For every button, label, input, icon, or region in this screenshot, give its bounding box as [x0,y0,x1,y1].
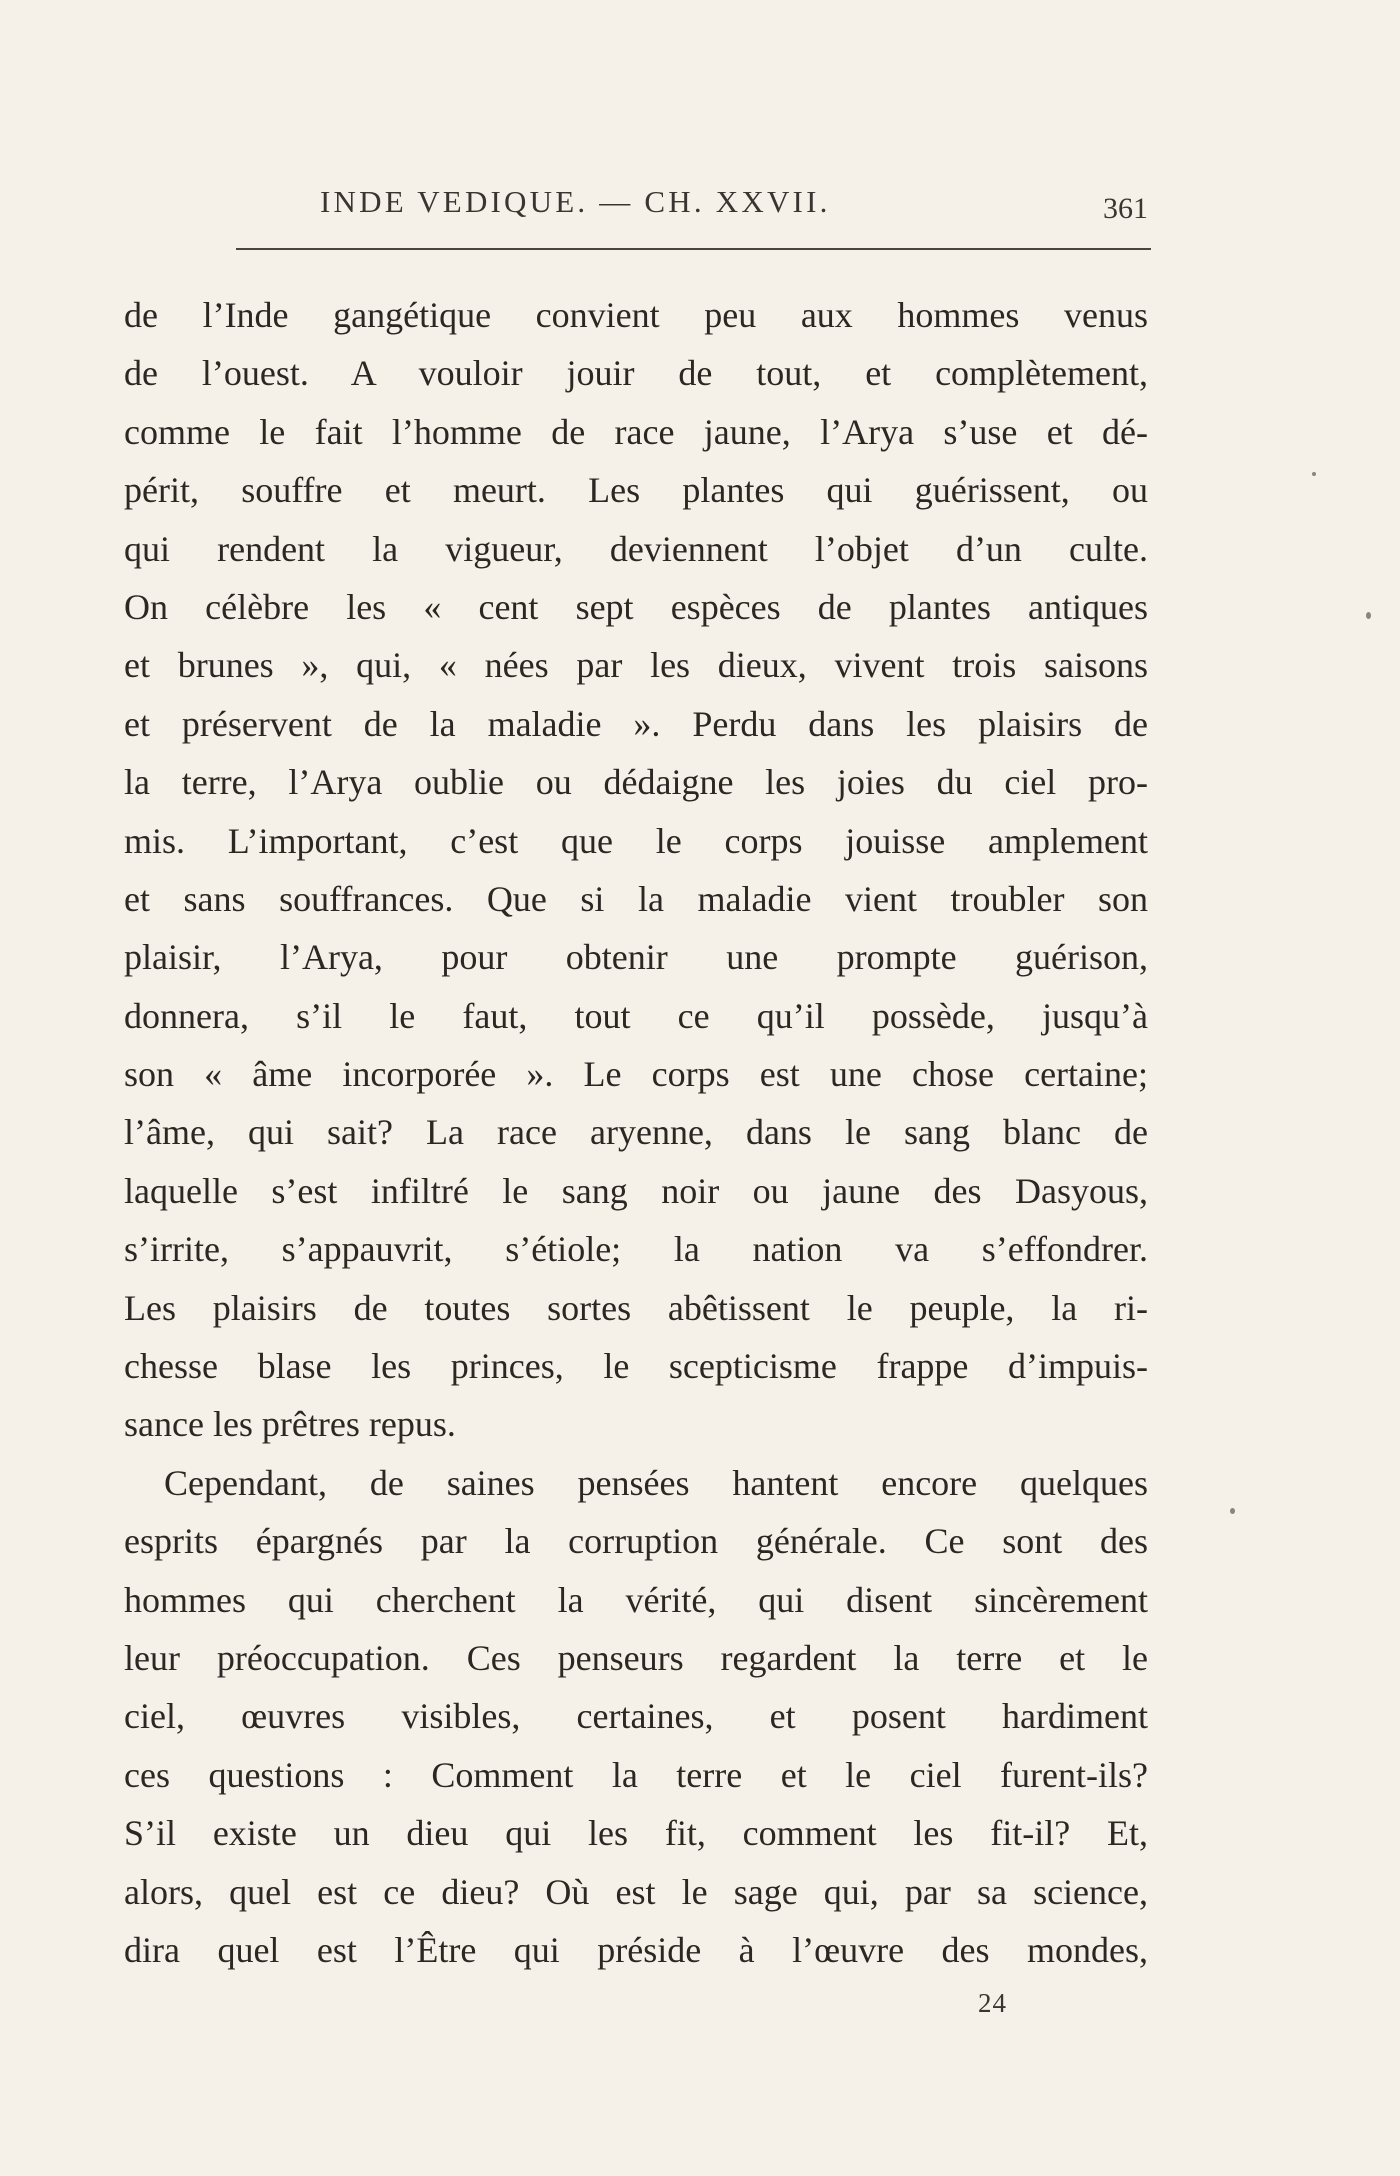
text-line: Les plaisirs de toutes sortes abêtissent le peuple, la ri- [124,1287,1148,1328]
text-line: ciel, œuvres visibles, certaines, et posent hardiment [124,1696,1148,1737]
text-line: l’âme, qui sait? La race aryenne, dans le sang blanc de [124,1112,1148,1153]
text-line: S’il existe un dieu qui les fit, comment les fit-il? Et, [124,1813,1148,1854]
paragraph-first-line: Cependant, de saines pensées hantent encore quelques [164,1462,1148,1503]
text-line: qui rendent la vigueur, deviennent l’objet d’un culte. [124,528,1148,569]
text-line: son « âme incorporée ». Le corps est une chose certaine; [124,1054,1148,1095]
text-line: alors, quel est ce dieu? Où est le sage qui, par sa science, [124,1871,1148,1912]
paper-speck [1230,1508,1235,1514]
page-number: 361 [1103,192,1148,225]
text-line: et brunes », qui, « nées par les dieux, vivent trois saisons [124,645,1148,686]
text-line: plaisir, l’Arya, pour obtenir une prompte guérison, [124,937,1148,978]
text-line: de l’Inde gangétique convient peu aux hommes venus [124,295,1148,335]
text-line: ces questions : Comment la terre et le ciel furent-ils? [124,1754,1148,1795]
text-line: On célèbre les « cent sept espèces de plantes antiques [124,586,1148,627]
text-line: s’irrite, s’appauvrit, s’étiole; la nation va s’effondrer. [124,1229,1148,1270]
text-line: mis. L’important, c’est que le corps jouisse amplement [124,820,1148,861]
text-line: hommes qui cherchent la vérité, qui disent sincèrement [124,1579,1148,1620]
text-line: leur préoccupation. Ces penseurs regardent la terre et le [124,1637,1148,1678]
text-line: et sans souffrances. Que si la maladie vient troubler son [124,878,1148,919]
signature-mark: 24 [978,1988,1007,2018]
text-line: dira quel est l’Être qui préside à l’œuvre des mondes, [124,1929,1148,1970]
paper-speck [1312,472,1316,476]
text-line: comme le fait l’homme de race jaune, l’Arya s’use et dé- [124,411,1148,452]
text-line: laquelle s’est infiltré le sang noir ou jaune des Dasyous, [124,1170,1148,1211]
running-head [240,176,1220,236]
body-text [124,286,1148,1979]
text-line: de l’ouest. A vouloir jouir de tout, et complètement, [124,353,1148,394]
text-line: esprits épargnés par la corruption générale. Ce sont des [124,1521,1148,1562]
paragraph-end-line: sance les prêtres repus. [124,1404,456,1445]
text-line: donnera, s’il le faut, tout ce qu’il possède, jusqu’à [124,995,1148,1036]
header-rule [236,248,1151,250]
running-title: INDE VEDIQUE. — CH. XXVII. [320,184,831,219]
paper-speck [1366,612,1371,619]
text-line: la terre, l’Arya oublie ou dédaigne les joies du ciel pro- [124,762,1148,803]
text-line: et préservent de la maladie ». Perdu dans les plaisirs de [124,703,1148,744]
text-line: périt, souffre et meurt. Les plantes qui guérissent, ou [124,470,1148,511]
text-line: chesse blase les princes, le scepticisme frappe d’impuis- [124,1346,1148,1387]
